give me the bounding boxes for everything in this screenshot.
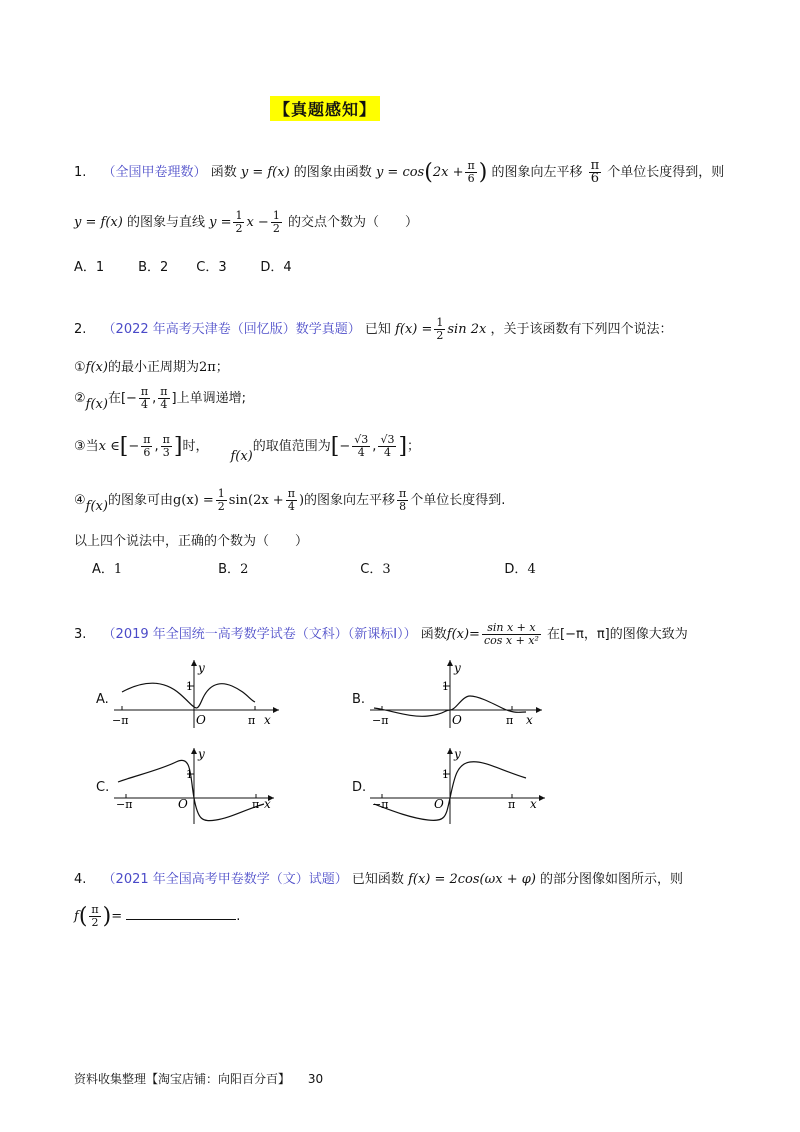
page-number: 30 [307, 1072, 324, 1086]
question-number: 1. [74, 165, 87, 180]
question-2-ask: 以上四个说法中，正确的个数为（ ） [74, 534, 309, 549]
graph-label: B. [352, 692, 366, 707]
section-title: 【真题感知】 [270, 96, 380, 121]
question-source: （2019 年全国统一高考数学试卷（文科）（新课标Ⅰ）） [102, 627, 417, 642]
question-number: 3. [74, 627, 87, 642]
answer-blank[interactable] [126, 907, 236, 920]
question-4-line-1: 4. （2021 年全国高考甲卷数学（文）试题） 已知函数 f(x) = 2cos(ωx + φ) 的部分图像如图所示，则 [74, 872, 684, 887]
question-1-line-2: y = f(x) 的图象与直线 y = $\frac{1}{2}$ x − $\frac{1}{2}$ 的交点个数为（ ） [74, 209, 418, 235]
question-number: 2. [74, 322, 87, 337]
option-d[interactable]: D．4 [504, 562, 536, 577]
svg-text:π: π [252, 798, 260, 811]
svg-text:1: 1 [186, 680, 193, 693]
option-d[interactable]: D．4 [260, 260, 292, 275]
question-3-line-1: 3. （2019 年全国统一高考数学试卷（文科）（新课标Ⅰ）） 函数f(x)= $\frac{\text{sin x + x}}{\text{cos x + x²}}$ 在[−π，π]的图像大致为 [74, 621, 688, 647]
svg-text:y: y [454, 747, 461, 761]
question-2-line-1: 2. （2022 年高考天津卷（回忆版）数学真题） 已知 f(x) = $\frac{1}{2}$ sin 2x ，关于该函数有下列四个说法： [74, 316, 673, 342]
svg-text:π: π [506, 714, 514, 727]
svg-text:1: 1 [442, 768, 449, 781]
statement-3: ③当x ∈[− $\frac{\pi}{6}$ , $\frac{\pi}{3}$ ]时，f(x)的取值范围为[− $\frac{√3}{4}$ , $\frac{√3}{4}$ ]； [74, 433, 421, 464]
svg-text:−π: −π [372, 714, 389, 727]
svg-text:1: 1 [442, 680, 449, 693]
svg-text:−π: −π [112, 714, 129, 727]
question-1-options [74, 256, 292, 275]
svg-text:1: 1 [186, 768, 193, 781]
svg-text:O: O [196, 713, 206, 727]
svg-text:x: x [530, 797, 537, 811]
svg-text:O: O [178, 797, 188, 811]
graph-a-plot [114, 658, 314, 730]
graph-c-plot [114, 746, 314, 826]
question-number: 4. [74, 872, 87, 887]
footer-text: 资料收集整理【淘宝店铺：向阳百分百】 [74, 1072, 291, 1086]
svg-text:−π: −π [116, 798, 133, 811]
question-2-options [92, 558, 536, 577]
svg-text:x: x [526, 713, 533, 727]
question-1-line-1: 1. （全国甲卷理数） 函数 y = f(x) 的图象由函数 y = cos(2x + $\frac{\pi}{6}$ ) 的图象向左平移 $\frac{\pi}{6}$ 个单位长度得到，则 [74, 158, 725, 186]
statement-2: ②f(x)在[− $\frac{\pi}{4}$ , $\frac{\pi}{4}$ ]上单调递增; [74, 385, 246, 412]
statement-4: ④f(x)的图象可由g(x) = $\frac{1}{2}$ sin(2x + $\frac{\pi}{4}$ )的图象向左平移 $\frac{\pi}{8}$ 个单位长度得到. [74, 487, 506, 514]
question-source: （2022 年高考天津卷（回忆版）数学真题） [102, 322, 361, 337]
svg-text:π: π [508, 798, 516, 811]
graph-label: D. [352, 780, 367, 795]
statement-1: ①f(x)的最小正周期为2π； [74, 360, 229, 375]
option-a[interactable]: A．1 [92, 562, 123, 577]
svg-text:y: y [198, 661, 205, 675]
graph-b-plot [370, 658, 570, 730]
svg-text:π: π [248, 714, 256, 727]
svg-text:O: O [452, 713, 462, 727]
option-b[interactable]: B．2 [138, 260, 169, 275]
graph-d-plot [370, 746, 570, 826]
svg-text:y: y [198, 747, 205, 761]
option-c[interactable]: C．3 [196, 260, 227, 275]
footer [74, 1070, 323, 1087]
option-c[interactable]: C．3 [360, 562, 391, 577]
graph-label: A. [96, 692, 109, 707]
option-a[interactable]: A．1 [74, 260, 105, 275]
svg-text:O: O [434, 797, 444, 811]
option-b[interactable]: B．2 [218, 562, 249, 577]
svg-text:−π: −π [372, 798, 389, 811]
question-source: （2021 年全国高考甲卷数学（文）试题） [102, 872, 348, 887]
question-4-line-2: f( $\frac{\pi}{2}$ )= . [74, 903, 241, 929]
svg-text:y: y [454, 661, 461, 675]
graph-label: C. [96, 780, 110, 795]
question-source: （全国甲卷理数） [102, 165, 207, 180]
svg-text:x: x [264, 797, 271, 811]
svg-text:x: x [264, 713, 271, 727]
